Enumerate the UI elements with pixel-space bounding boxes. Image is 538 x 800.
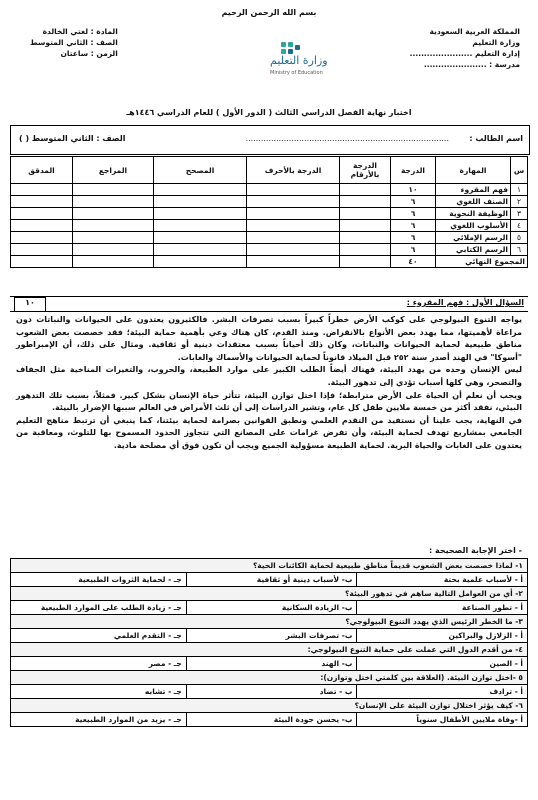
student-name-label: اسم الطالب : (469, 134, 523, 143)
grades-table (10, 156, 528, 268)
admin-line: إدارة التعليم ...................... (409, 49, 520, 58)
mcq-question-row: ٥ -اختل توازن البيئة. (العلاقة بين كلمتي اختل وتوازن): (11, 671, 528, 685)
option-b[interactable]: ب- الزيادة السكانية (186, 601, 357, 615)
grades-row: ١ فهم المقروء ١٠ (11, 184, 528, 196)
mcq-question-row: ٦- كيف يؤثر اختلال توازن البيئة على الإنسان؟ (11, 699, 528, 713)
mcq-question-row: ٢- أي من العوامل التالية ساهم في تدهور البيئة؟ (11, 587, 528, 601)
grades-row: ٣ الوظيفة النحوية ٦ (11, 208, 528, 220)
mcq-options-row (11, 601, 528, 615)
col-score-letters: الدرجة بالأحرف (247, 157, 340, 184)
col-auditor: المدقق (11, 157, 73, 184)
mcq-options-row (11, 657, 528, 671)
grades-row: ٢ الصنف اللغوي ٦ (11, 196, 528, 208)
option-a[interactable]: أ - الصين (357, 657, 528, 671)
exam-title: اختبار نهاية الفصل الدراسي الثالث ( الدور الأول ) للعام الدراسي ١٤٤٦هـ (126, 108, 412, 117)
logo-subtext: Ministry of Education (270, 70, 323, 76)
passage-paragraph: يواجه التنوع البيولوجي على كوكب الأرض خطراً كبيراً بسبب تصرفات البشر. فالكثيرون يعتدون على الحيوانات والنباتات دون مراعاة لأهميتها، مما يهدد بعض الأنواع بالانقراض. ومنذ القدم، كان هناك وعي بأهمية حماية البيئة؛ فقد خصصت بعض الشعوب مناطق طبيعية لحماية الحيوانات والنباتات، وكان ذلك أحياناً بسبب معتقدات دينية أو ثقافية. ومثال على ذلك، أن الإمبراطور "أسوكا" في الهند أصدر سنة ٢٥٢ قبل الميلاد قانوناً لحماية الحيوانات والأسماك والغابات. (16, 315, 522, 362)
mcq-question-row: ٤- من أقدم الدول التي عملت على حماية التنوع البيولوجي: (11, 643, 528, 657)
subject-line: المادة : لغتي الخالدة (42, 27, 118, 36)
mcq-options-row (11, 629, 528, 643)
option-c[interactable]: جـ - يزيد من الموارد الطبيعية (11, 713, 187, 727)
student-info-row (10, 125, 530, 155)
question-1-bar (10, 296, 528, 312)
mcq-heading: - اختر الإجابة الصحيحة : (428, 546, 522, 555)
header-left-block (30, 26, 118, 59)
grades-total-row (11, 256, 528, 268)
option-c[interactable]: جـ - لحماية الثروات الطبيعية (11, 573, 187, 587)
mcq-question-row: ١- لماذا خصصت بعض الشعوب قديماً مناطق طبيعية لحماية الكائنات الحية؟ (11, 559, 528, 573)
school-line: مدرسة : ...................... (423, 60, 520, 69)
col-grader: المصحح (154, 157, 247, 184)
mcq-options-row (11, 573, 528, 587)
grades-header-row (11, 157, 528, 184)
option-c[interactable]: جـ - تشابه (11, 685, 187, 699)
reading-passage (16, 314, 522, 453)
col-score-digits: الدرجة بالأرقام (340, 157, 391, 184)
total-label: المجموع النهائي (436, 256, 528, 268)
ministry-line: وزارة التعليم (472, 38, 520, 47)
option-a[interactable]: أ - الزلازل والبراكين (357, 629, 528, 643)
question-1-label: السؤال الأول : فهم المقروء : (406, 298, 524, 307)
mcq-options-row (11, 685, 528, 699)
option-c[interactable]: جـ - التقدم العلمي (11, 629, 187, 643)
grade-line: الصف : الثاني المتوسط (30, 38, 118, 47)
total-score: ٤٠ (391, 256, 436, 268)
grades-row: ٥ الرسم الإملائي ٦ (11, 232, 528, 244)
class-label: الصف : الثاني المتوسط ( ) (19, 134, 126, 143)
col-skill: المهارة (436, 157, 511, 184)
option-b[interactable]: ب - تضاد (186, 685, 357, 699)
option-a[interactable]: أ - تطور الصناعة (357, 601, 528, 615)
mcq-options-row (11, 713, 528, 727)
passage-paragraph: ويجب أن نعلم أن الحياة على الأرض مترابطة؛ فإذا اختل توازن البيئة، تتأثر حياة الإنسان بشكل كبير. فمثلاً، بسبب تلك التدهور البيئي، نفقد أكثر من خمسة ملايين طفل كل عام، وتشير الدراسات إلى أن ثلث الأمراض في العالم سببها الإضرار بالبيئة. (16, 390, 522, 413)
col-score: الدرجة (391, 157, 436, 184)
option-a[interactable]: أ - لأسباب علمية بحتة (357, 573, 528, 587)
option-a[interactable]: أ - ترادف (357, 685, 528, 699)
passage-paragraph: في النهاية، يجب علينا أن نستفيد من التقدم العلمي ونطبق القوانين بصرامة لحماية بيئتنا، كما ينبغي أن ترتبط مناهج التعليم الجامعي بمشاريع تهدف لحماية البيئة، وأن تفرض غرامات على المصانع التي تتجاوز الحدود المسموح بها للتلوث، ومعاقبة من يعتدون على الغابات والحياة البرية. لحماية الطبيعة مسؤولية الجميع ويجب أن تكون فوق أي مصلحة مادية. (16, 415, 522, 450)
student-name-field[interactable]: ................................................................................ (245, 134, 449, 143)
option-b[interactable]: ب- يحسن جودة البيئة (186, 713, 357, 727)
option-c[interactable]: جـ - زيادة الطلب على الموارد الطبيعية (11, 601, 187, 615)
option-b[interactable]: ب- لأسباب دينية أو ثقافية (186, 573, 357, 587)
option-b[interactable]: ب- تصرفات البشر (186, 629, 357, 643)
option-a[interactable]: أ -وفاة ملايين الأطفال سنوياً (357, 713, 528, 727)
header-right-block (410, 26, 520, 70)
option-b[interactable]: ب- الهند (186, 657, 357, 671)
option-c[interactable]: جـ - مصر (11, 657, 187, 671)
question-1-score-box: ١٠ (14, 297, 46, 312)
grades-row: ٤ الأسلوب اللغوي ٦ (11, 220, 528, 232)
passage-paragraph: ليس الإنسان وحده من يهدد البيئة، فهناك أيضاً الطلب الكبير على موارد الطبيعة، والحروب، والتغيرات المناخية مثل الجفاف والتصحر، وهي كلها أسباب تؤدي إلى تدهور البيئة. (16, 365, 522, 387)
col-reviewer: المراجع (73, 157, 154, 184)
mcq-table (10, 558, 528, 727)
country-line: المملكة العربية السعودية (429, 27, 520, 36)
mcq-question-row: ٣- ما الخطر الرئيس الذي يهدد التنوع البيولوجي؟ (11, 615, 528, 629)
basmala: بسم الله الرحمن الرحيم (221, 8, 317, 17)
col-number: س (511, 157, 528, 184)
grades-row: ٦ الرسم الكتابي ٦ (11, 244, 528, 256)
ministry-logo (195, 32, 328, 82)
logo-text: وزارة التعليم (270, 54, 328, 67)
time-line: الزمن : ساعتان (60, 49, 118, 58)
